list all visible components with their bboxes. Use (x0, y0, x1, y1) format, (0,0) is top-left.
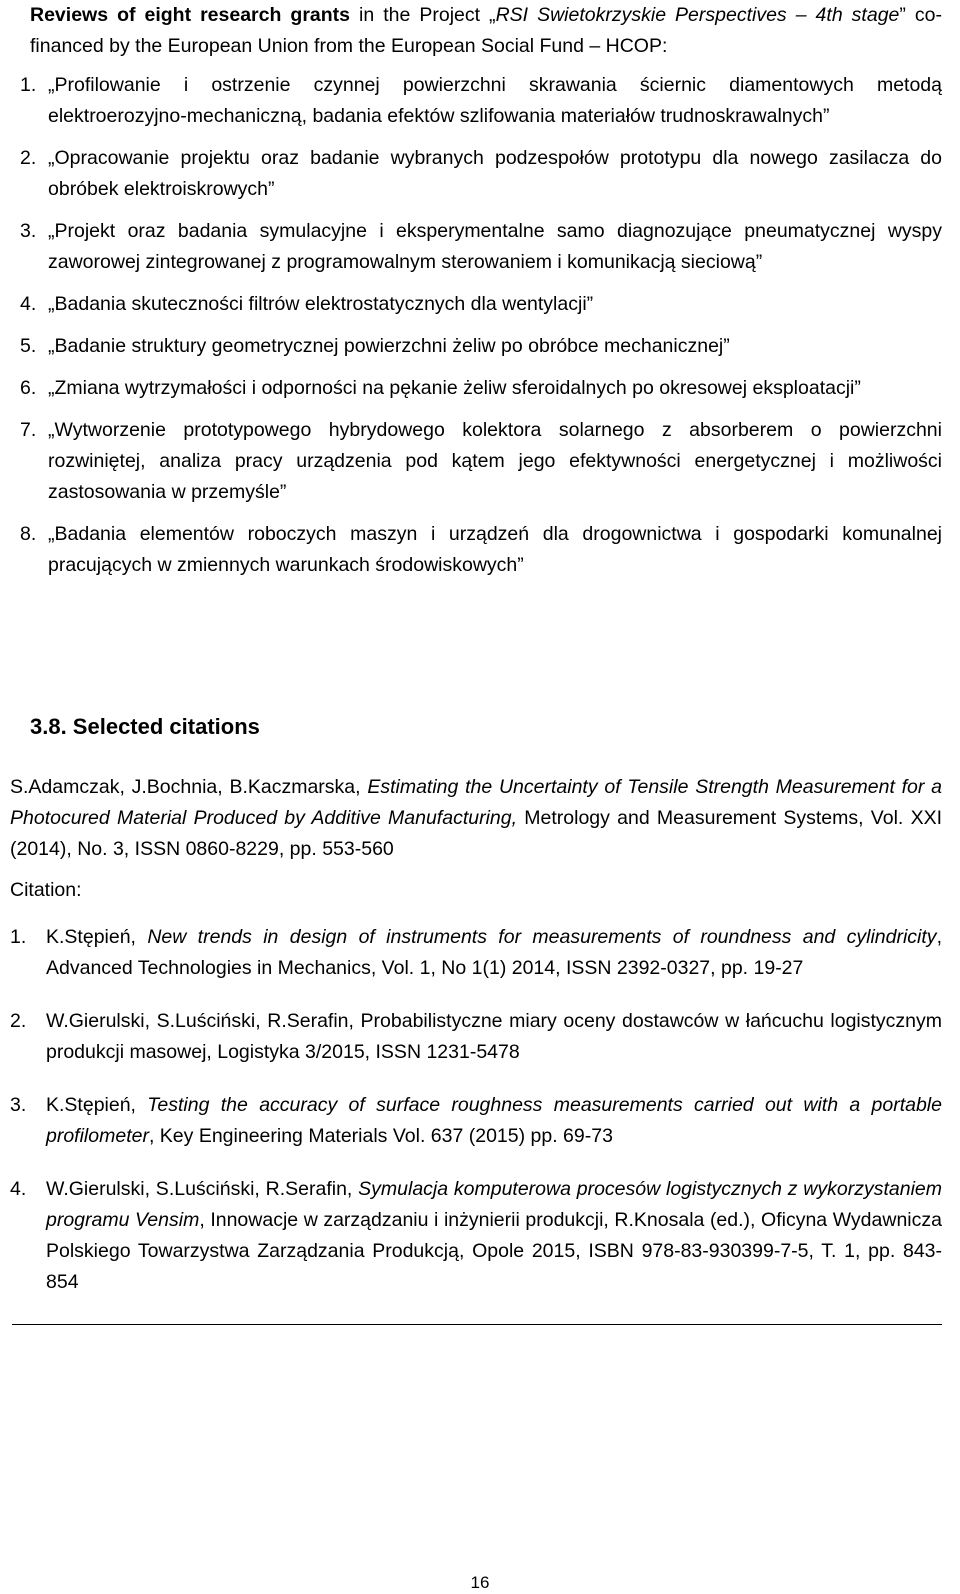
list-item (10, 1006, 942, 1068)
list-number: 1. (20, 74, 37, 96)
list-number: 2. (20, 147, 37, 169)
list-number: 3. (20, 220, 37, 242)
citation-text (46, 1090, 942, 1152)
citation-source: , Key Engineering Materials Vol. 637 (2015) pp. 69-73 (148, 1125, 613, 1147)
list-item (10, 922, 942, 984)
citation-title: Testing the accuracy of surface roughness measurements carried out with a portable profilometer (46, 1094, 942, 1147)
footnote-divider (12, 1324, 942, 1325)
citation-title: Estimating the Uncertainty of Tensile Strength Measurement for a Photocured Material Produced by Additive Manufacturing, (10, 776, 942, 829)
list-number: 6. (20, 377, 37, 399)
citation-authors: W.Gierulski, S.Luściński, R.Serafin, (46, 1010, 361, 1032)
list-item (10, 143, 942, 205)
citation-source: Metrology and Measurement Systems, Vol. XXI (2014), No. 3, ISSN 0860-8229, pp. 553-560 (10, 807, 943, 860)
grant-list (10, 70, 942, 592)
list-item (10, 373, 942, 404)
list-item (10, 415, 942, 508)
project-name: RSI Swietokrzyskie Perspectives – 4th stage (495, 4, 900, 26)
intro-text-1: in the Project „ (350, 4, 496, 26)
citation-authors: K.Stępień, (46, 1094, 148, 1116)
citation-title: New trends in design of instruments for measurements of roundness and cylindricity (147, 926, 937, 948)
list-item (10, 289, 942, 320)
list-number: 2. (10, 1010, 27, 1032)
list-number: 1. (10, 926, 27, 948)
section-heading: 3.8. Selected citations (30, 714, 260, 739)
grant-title: „Opracowanie projektu oraz badanie wybranych podzespołów prototypu dla nowego zasilacza do obróbek elektroiskrowych” (48, 147, 942, 200)
list-item (10, 519, 942, 581)
list-number: 5. (20, 335, 37, 357)
citation-text (46, 1174, 942, 1298)
grant-title: „Profilowanie i ostrzenie czynnej powierzchni skrawania ściernic diamentowych metodą elektroerozyjno-mechaniczną, badania efektów szlifowania materiałów trudnoskrawalnych” (48, 74, 942, 127)
list-item (10, 331, 942, 362)
citation-authors: K.Stępień, (46, 926, 148, 948)
citation-text (46, 922, 942, 984)
citation-source: Probabilistyczne miary oceny dostawców w łańcuchu logistycznym produkcji masowej, Logistyka 3/2015, ISSN 1231-5478 (46, 1010, 943, 1063)
grant-title: „Zmiana wytrzymałości i odporności na pękanie żeliw sferoidalnych po okresowej eksploatacji” (48, 377, 861, 399)
citation-authors: W.Gierulski, S.Luściński, R.Serafin, (46, 1178, 359, 1200)
grant-title: „Badania elementów roboczych maszyn i urządzeń dla drogownictwa i gospodarki komunalnej pracujących w zmiennych warunkach środowiskowych” (48, 523, 942, 576)
list-number: 3. (10, 1094, 27, 1116)
grant-title: „Badania skuteczności filtrów elektrostatycznych dla wentylacji” (48, 293, 594, 315)
list-number: 4. (20, 293, 37, 315)
citation-text (46, 1006, 942, 1068)
list-item (10, 216, 942, 278)
citation-authors: S.Adamczak, J.Bochnia, B.Kaczmarska, (10, 776, 368, 798)
intro-bold-lead: Reviews of eight research grants (30, 4, 351, 26)
citation-label: Citation: (10, 879, 82, 901)
page-number: 16 (470, 1573, 490, 1592)
grant-title: „Projekt oraz badania symulacyjne i eksperymentalne samo diagnozujące pneumatycznej wyspy zaworowej zintegrowanej z programowalnym sterowaniem i komunikacją sieciową” (48, 220, 942, 273)
list-item (10, 1090, 942, 1152)
citation-source: , Advanced Technologies in Mechanics, Vol. 1, No 1(1) 2014, ISSN 2392-0327, pp. 19-27 (46, 926, 942, 979)
list-number: 8. (20, 523, 37, 545)
list-number: 4. (10, 1178, 27, 1200)
main-citation (10, 772, 942, 865)
citation-title: Symulacja komputerowa procesów logistycznych z wykorzystaniem programu Vensim (46, 1178, 942, 1231)
intro-paragraph (30, 0, 942, 62)
grant-title: „Badanie struktury geometrycznej powierzchni żeliw po obróbce mechanicznej” (48, 335, 730, 357)
list-number: 7. (20, 419, 37, 441)
citation-list (10, 922, 942, 1320)
list-item (10, 1174, 942, 1298)
intro-text-2: ” co-financed by the European Union from the European Social Fund – HCOP: (30, 4, 942, 57)
citation-source: , Innowacje w zarządzaniu i inżynierii produkcji, R.Knosala (ed.), Oficyna Wydawnicza Polskiego Towarzystwa Zarządzania Produkcją, Opole 2015, ISBN 978-83-930399-7-5, T. 1, pp. 843-854 (46, 1209, 942, 1293)
list-item (10, 70, 942, 132)
grant-title: „Wytworzenie prototypowego hybrydowego kolektora solarnego z absorberem o powierzchni rozwiniętej, analiza pracy urządzenia pod kątem jego efektywności energetycznej i możliwości zastosowania w przemyśle” (48, 419, 942, 503)
